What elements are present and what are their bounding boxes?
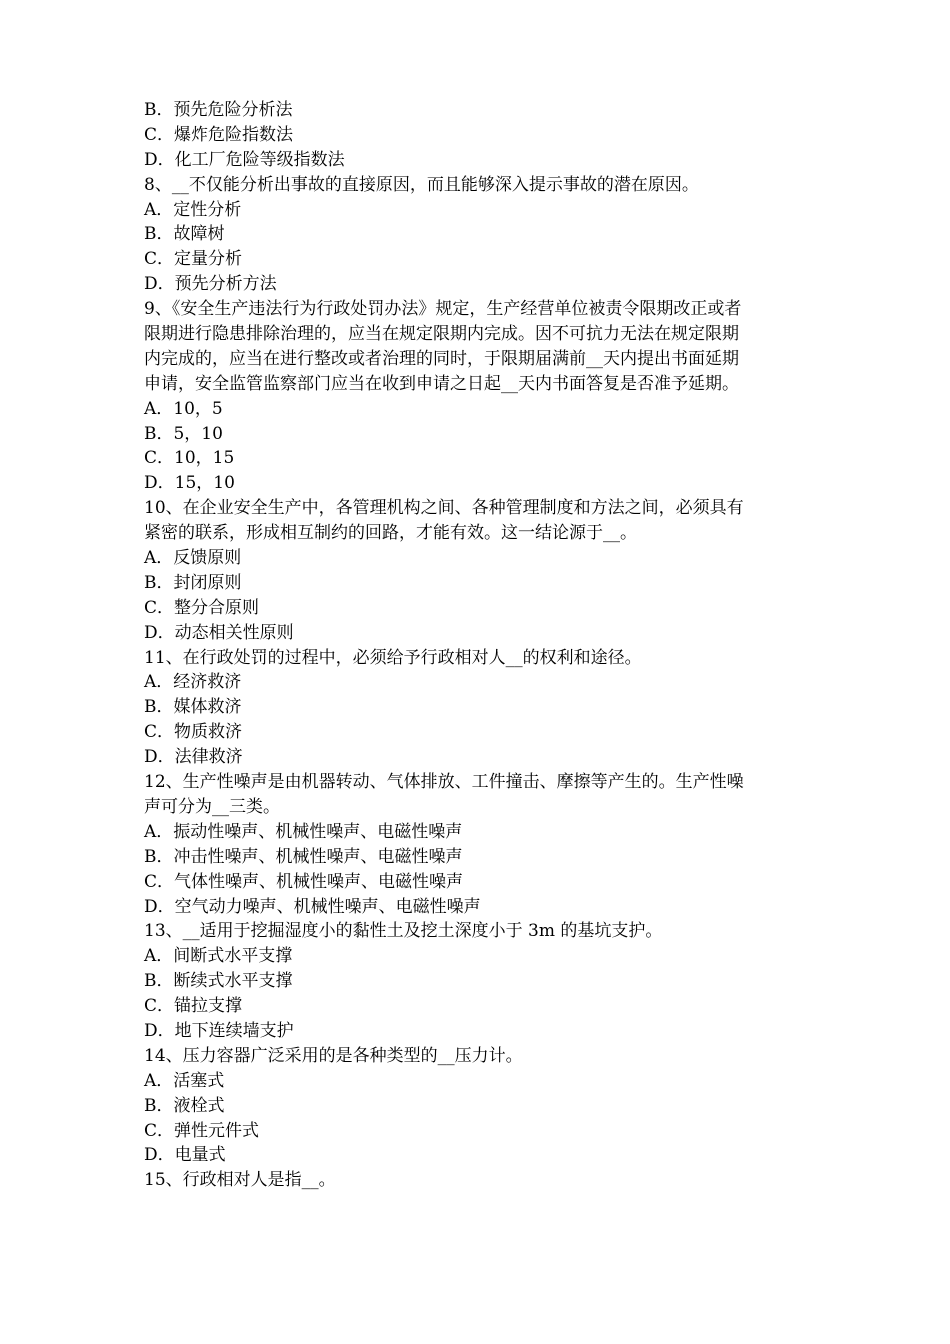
- question-10-stem-line-1: 10、在企业安全生产中，各管理机构之间、各种管理制度和方法之间，必须具有: [144, 498, 744, 519]
- option-d-q10: D．动态相关性原则: [144, 622, 294, 643]
- option-c-q7: C．爆炸危险指数法: [144, 124, 294, 145]
- option-b-q14: B．液栓式: [144, 1095, 225, 1116]
- option-a-q8: A．定性分析: [144, 199, 242, 220]
- option-b-q7: B．预先危险分析法: [144, 100, 293, 120]
- option-d-q9: D．15，10: [144, 473, 235, 494]
- option-a-q13: A．间断式水平支撑: [144, 946, 293, 967]
- option-c-q11: C．物质救济: [144, 722, 243, 743]
- question-8-stem: 8、__不仅能分析出事故的直接原因，而且能够深入提示事故的潜在原因。: [144, 174, 699, 195]
- option-c-q8: C．定量分析: [144, 249, 243, 270]
- question-13-stem: 13、__适用于挖掘湿度小的黏性土及挖土深度小于 3m 的基坑支护。: [144, 921, 663, 942]
- option-a-q10: A．反馈原则: [144, 548, 242, 569]
- question-11-stem: 11、在行政处罚的过程中，必须给予行政相对人__的权利和途径。: [144, 647, 642, 668]
- option-b-q10: B．封闭原则: [144, 572, 242, 593]
- question-12-stem-line-1: 12、生产性噪声是由机器转动、气体排放、工件撞击、摩擦等产生的。生产性噪: [144, 772, 744, 793]
- question-9-stem-line-2: 限期进行隐患排除治理的，应当在规定限期内完成。因不可抗力无法在规定限期: [144, 324, 739, 345]
- option-b-q11: B．媒体救济: [144, 697, 242, 718]
- option-c-q13: C．锚拉支撑: [144, 996, 243, 1017]
- question-14-stem: 14、压力容器广泛采用的是各种类型的__压力计。: [144, 1045, 523, 1066]
- question-9-stem-line-3: 内完成的，应当在进行整改或者治理的同时，于限期届满前__天内提出书面延期: [144, 348, 739, 369]
- option-c-q12: C．气体性噪声、机械性噪声、电磁性噪声: [144, 871, 464, 892]
- option-d-q8: D．预先分析方法: [144, 274, 277, 295]
- option-c-q9: C．10，15: [144, 448, 235, 469]
- question-15-stem: 15、行政相对人是指__。: [144, 1170, 336, 1191]
- option-b-q12: B．冲击性噪声、机械性噪声、电磁性噪声: [144, 846, 463, 867]
- question-text-body: [144, 98, 820, 1193]
- option-d-q12: D．空气动力噪声、机械性噪声、电磁性噪声: [144, 896, 481, 917]
- question-10-stem-line-2: 紧密的联系，形成相互制约的回路，才能有效。这一结论源于__。: [144, 523, 637, 544]
- option-c-q14: C．弹性元件式: [144, 1120, 260, 1141]
- option-a-q9: A．10，5: [144, 398, 223, 419]
- option-b-q9: B．5，10: [144, 423, 223, 444]
- option-b-q8: B．故障树: [144, 224, 225, 245]
- option-a-q12: A．振动性噪声、机械性噪声、电磁性噪声: [144, 821, 463, 842]
- question-12-stem-line-2: 声可分为__三类。: [144, 796, 280, 817]
- option-a-q14: A．活塞式: [144, 1070, 225, 1091]
- question-9-stem-line-4: 申请，安全监管监察部门应当在收到申请之日起__天内书面答复是否准予延期。: [144, 373, 739, 394]
- option-d-q13: D．地下连续墙支护: [144, 1020, 294, 1041]
- option-d-q7: D．化工厂危险等级指数法: [144, 149, 345, 170]
- option-d-q14: D．电量式: [144, 1145, 226, 1166]
- option-d-q11: D．法律救济: [144, 747, 243, 768]
- option-b-q13: B．断续式水平支撑: [144, 971, 293, 992]
- option-a-q11: A．经济救济: [144, 672, 242, 693]
- question-9-stem-line-1: 9、《安全生产违法行为行政处罚办法》规定，生产经营单位被责令限期改正或者: [144, 299, 742, 320]
- option-c-q10: C．整分合原则: [144, 597, 260, 618]
